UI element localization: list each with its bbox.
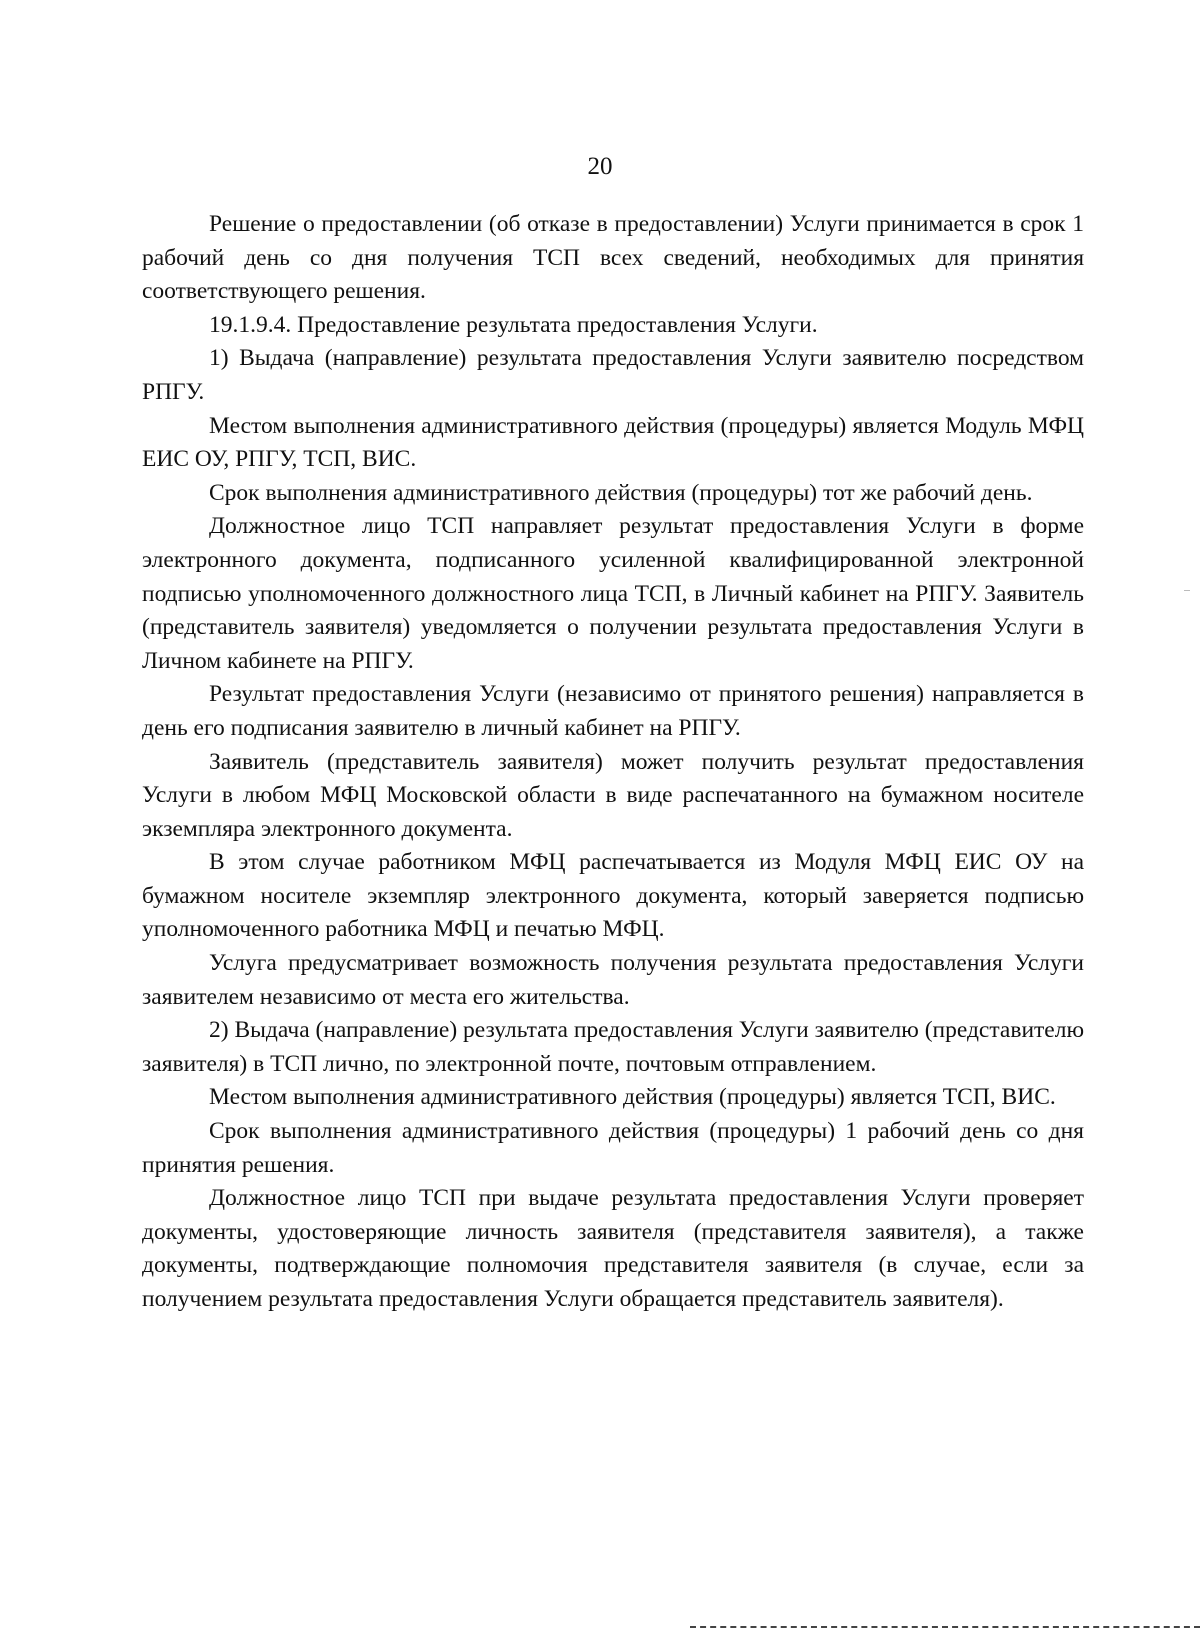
paragraph-place-of-action-2: Местом выполнения административного действия (процедуры) является ТСП, ВИС.	[209, 1084, 1056, 1111]
paragraph-place-of-action-1: Местом выполнения административного действия (процедуры) является Модуль МФЦ ЕИС ОУ, РПГУ, ТСП, ВИС.	[142, 412, 1084, 473]
paragraph-item-2-tsp: 2) Выдача (направление) результата предоставления Услуги заявителю (представителю заявителя) в ТСП лично, по электронной почте, почтовым отправлением.	[142, 1017, 1084, 1077]
paragraph-section-heading: 19.1.9.4. Предоставление результата предоставления Услуги.	[209, 311, 818, 338]
paragraph-result-sent-same-day: Результат предоставления Услуги (независимо от принятого решения) направляется в день его подписания заявителю в личный кабинет на РПГУ.	[142, 681, 1084, 741]
paragraph-mfc-printout: Заявитель (представитель заявителя) может получить результат предоставления Услуги в любом МФЦ Московской области в виде распечатанного на бумажном носителе экземпляра электронного документа.	[142, 748, 1084, 842]
paragraph-mfc-certification: В этом случае работником МФЦ распечатывается из Модуля МФЦ ЕИС ОУ на бумажном носителе экземпляр электронного документа, который заверяется подписью уполномоченного работника МФЦ и печатью МФЦ.	[142, 849, 1084, 943]
paragraph-extraterritorial: Услуга предусматривает возможность получения результата предоставления Услуги заявителем независимо от места его жительства.	[142, 950, 1084, 1010]
page-number: 20	[587, 153, 613, 180]
paragraph-identity-check: Должностное лицо ТСП при выдаче результата предоставления Услуги проверяет документы, удостоверяющие личность заявителя (представителя заявителя), а также документы, подтверждающие полномочия представителя заявителя (в случае, если за получением результата предоставления Услуги обращается представитель заявителя).	[142, 1185, 1084, 1312]
document-body	[142, 208, 1084, 1317]
paragraph-term-of-action-2: Срок выполнения административного действия (процедуры) 1 рабочий день со дня принятия решения.	[142, 1118, 1084, 1178]
paragraph-decision-deadline: Решение о предоставлении (об отказе в предоставлении) Услуги принимается в срок 1 рабочий день со дня получения ТСП всех сведений, необходимых для принятия соответствующего решения.	[142, 211, 1084, 305]
scan-margin-mark	[1184, 590, 1190, 591]
paragraph-item-1-rpgu: 1) Выдача (направление) результата предоставления Услуги заявителю посредством РПГУ.	[142, 345, 1084, 405]
scan-bottom-edge	[690, 1626, 1200, 1628]
paragraph-term-of-action-1: Срок выполнения административного действия (процедуры) тот же рабочий день.	[209, 479, 1033, 506]
paragraph-official-sends-result: Должностное лицо ТСП направляет результат предоставления Услуги в форме электронного документа, подписанного усиленной квалифицированной электронной подписью уполномоченного должностного лица ТСП, в Личный кабинет на РПГУ. Заявитель (представитель заявителя) уведомляется о получении результата предоставления Услуги в Личном кабинете на РПГУ.	[142, 513, 1084, 674]
